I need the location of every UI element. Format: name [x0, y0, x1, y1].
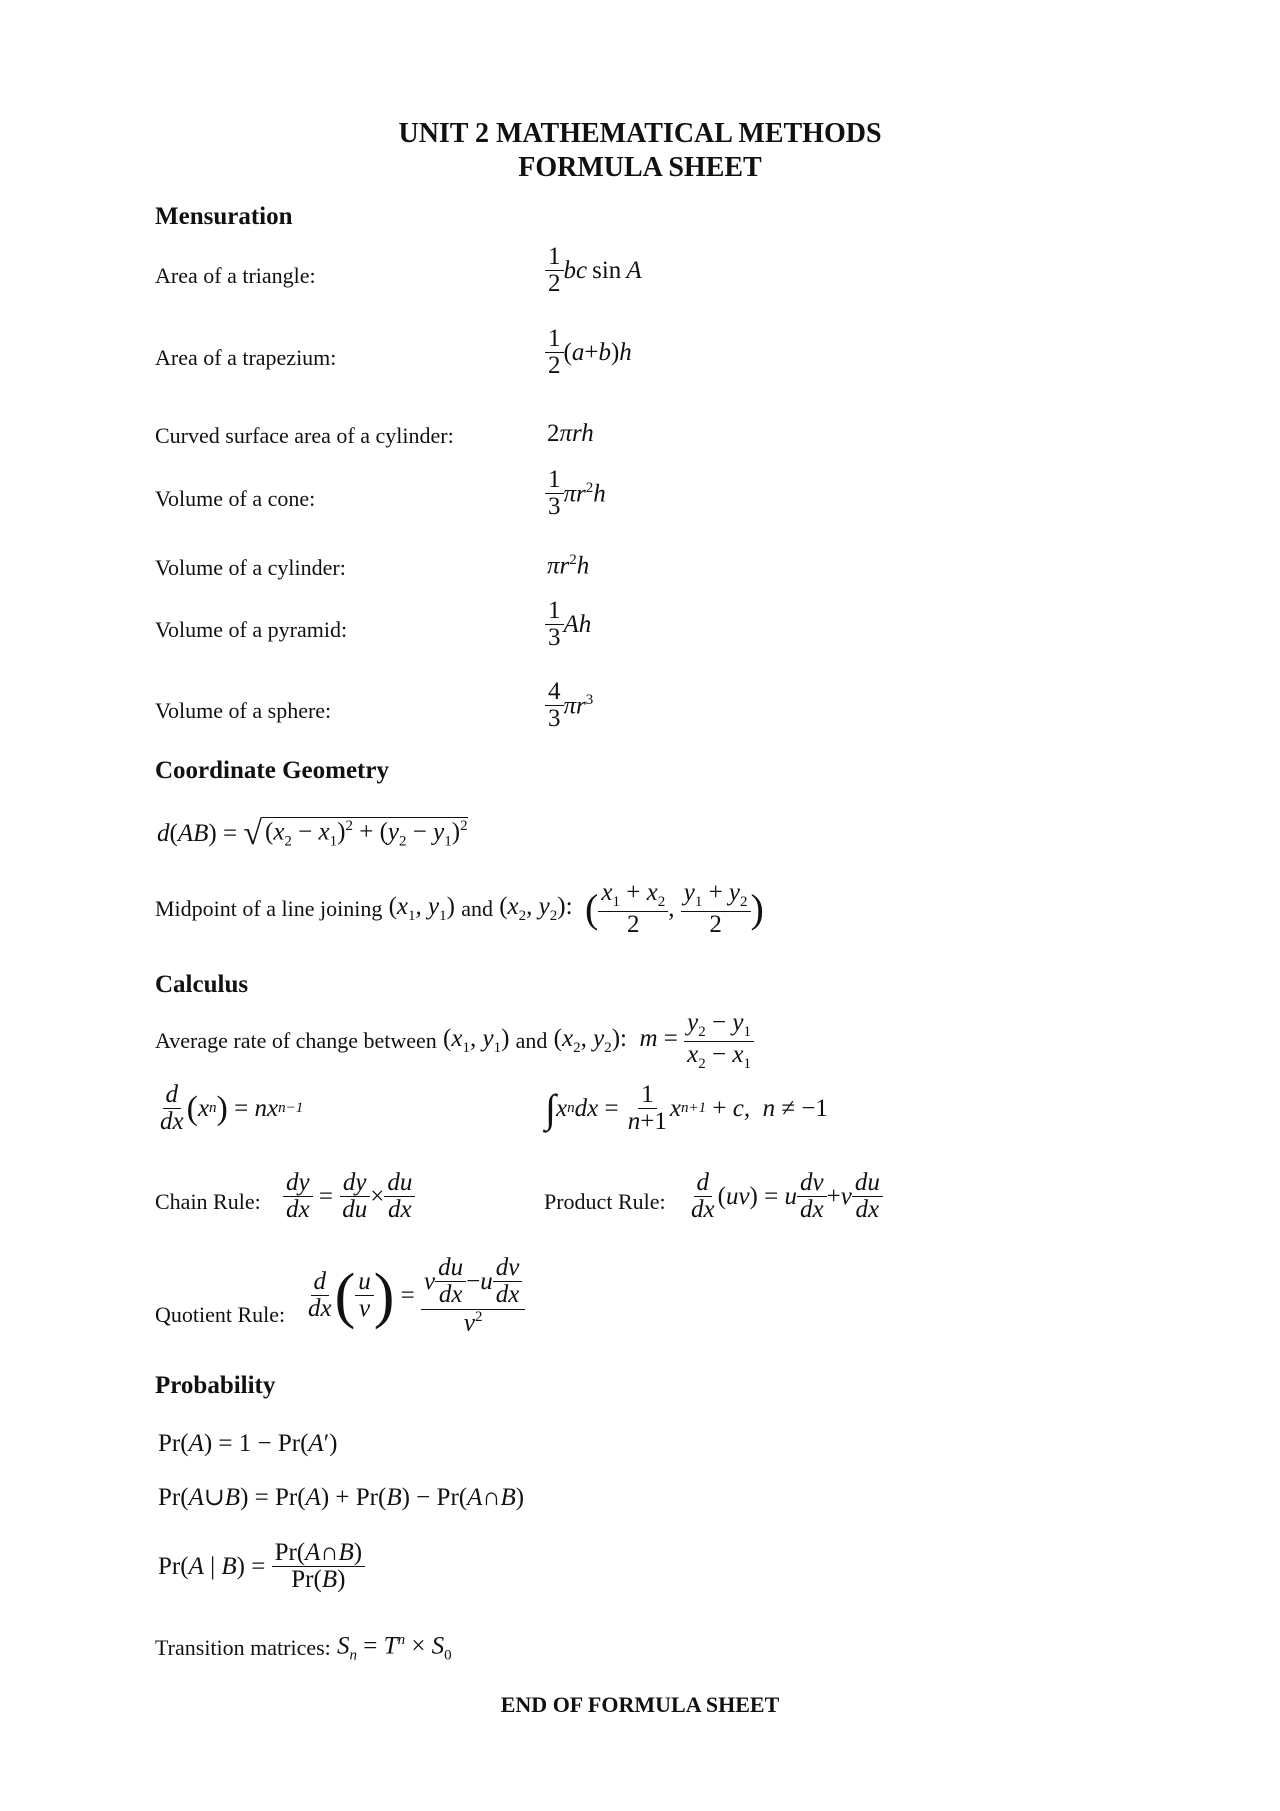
section-heading-coordinate-geometry: Coordinate Geometry	[155, 757, 389, 784]
formula-area-triangle: $\frac{1}{2}$ bc sin A	[545, 244, 642, 298]
section-heading-calculus: Calculus	[155, 971, 249, 998]
label-average-rate: Average rate of change between	[155, 1028, 437, 1054]
formula-transition-matrices: $S_n = T^n \times S_0$	[330, 1632, 452, 1664]
formula-distance: d ( AB ) = √ $(x_2 - x_1)^2 + (y_2 - y_1)^2$	[157, 815, 468, 852]
average-rate-row: Average rate of change between ($x_1$, $y_1$) and ($x_2$, $y_2$): m = $\frac{y_2 - y_1}{x_2 - x_1}$	[155, 1010, 754, 1073]
label-quotient-rule: Quotient Rule:	[155, 1302, 286, 1327]
formula-midpoint: ( $\frac{x_1 + x_2}{2}$ , $\frac{y_1 + y_2}{2}$ )	[585, 879, 764, 938]
section-heading-probability: Probability	[155, 1372, 276, 1399]
formula-chain-rule: $\frac{dy}{dx}$ = $\frac{dy}{du}$ × $\frac{du}{dx}$	[283, 1170, 415, 1224]
label-average-rate-and: and	[515, 1028, 548, 1054]
formula-power-integral: ∫ x n dx = $\frac{1}{n+1}$ x n+1 + c, n ≠ −1	[545, 1081, 828, 1136]
formula-quotient-rule: $\frac{d}{dx}$ ( $\frac{u}{v}$ ) = v $\frac{du}{dx}$ − u $\frac{dv}{dx}$ $v^2$	[305, 1255, 525, 1336]
formula-addition-rule: Pr(A∪B) = Pr(A) + Pr(B) − Pr(A∩B)	[158, 1484, 525, 1511]
page-title-line1: UNIT 2 MATHEMATICAL METHODS	[398, 118, 882, 149]
formula-power-derivative: $\frac{d}{dx}$ ( x n ) = nx n−1	[160, 1081, 304, 1136]
label-midpoint-and: and	[461, 896, 493, 921]
label-product-rule: Product Rule:	[544, 1189, 666, 1214]
formula-product-rule: $\frac{d}{dx}$ ( uv ) = u $\frac{dv}{dx}$ + v $\frac{du}{dx}$	[688, 1170, 883, 1224]
transition-matrices-row	[155, 1632, 452, 1664]
label-chain-rule: Chain Rule:	[155, 1189, 261, 1214]
midpoint-row: Midpoint of a line joining ($x_1$, $y_1$) and ($x_2$, $y_2$): ( $\frac{x_1 + x_2}{2}$ , $\frac{y_1 + y_2}{2}$ )	[155, 879, 764, 938]
section-heading-mensuration: Mensuration	[155, 203, 293, 230]
formula-curved-surface-cylinder: 2πrh	[547, 420, 594, 447]
formula-volume-cone: $\frac{1}{3}$ $\pi r^2h$	[545, 467, 606, 521]
formula-volume-sphere: $\frac{4}{3}$ $\pi r^3$	[545, 679, 593, 733]
label-volume-cone: Volume of a cone:	[155, 486, 316, 511]
label-midpoint: Midpoint of a line joining	[155, 896, 383, 921]
label-area-triangle: Area of a triangle:	[155, 263, 316, 288]
formula-gradient: $\frac{y_2 - y_1}{x_2 - x_1}$	[684, 1010, 754, 1073]
label-volume-cylinder: Volume of a cylinder:	[155, 555, 346, 580]
label-transition-matrices: Transition matrices:	[155, 1635, 331, 1661]
page-title-line2: FORMULA SHEET	[518, 152, 762, 183]
formula-area-trapezium: $\frac{1}{2}$ ( a + b ) h	[545, 326, 632, 380]
formula-volume-cylinder: $\pi r^2h$	[547, 552, 590, 580]
label-curved-surface-cylinder: Curved surface area of a cylinder:	[155, 423, 454, 448]
end-of-formula-sheet: END OF FORMULA SHEET	[500, 1692, 780, 1717]
label-volume-sphere: Volume of a sphere:	[155, 698, 332, 723]
label-volume-pyramid: Volume of a pyramid:	[155, 617, 348, 642]
formula-complement: Pr(A) = 1 − Pr(A′)	[158, 1430, 338, 1457]
formula-volume-pyramid: $\frac{1}{3}$ Ah	[545, 598, 591, 652]
label-area-trapezium: Area of a trapezium:	[155, 345, 337, 370]
formula-conditional-probability: Pr( A | B ) = $\frac{Pr(A\cap B)}{Pr(B)}$	[158, 1540, 365, 1594]
